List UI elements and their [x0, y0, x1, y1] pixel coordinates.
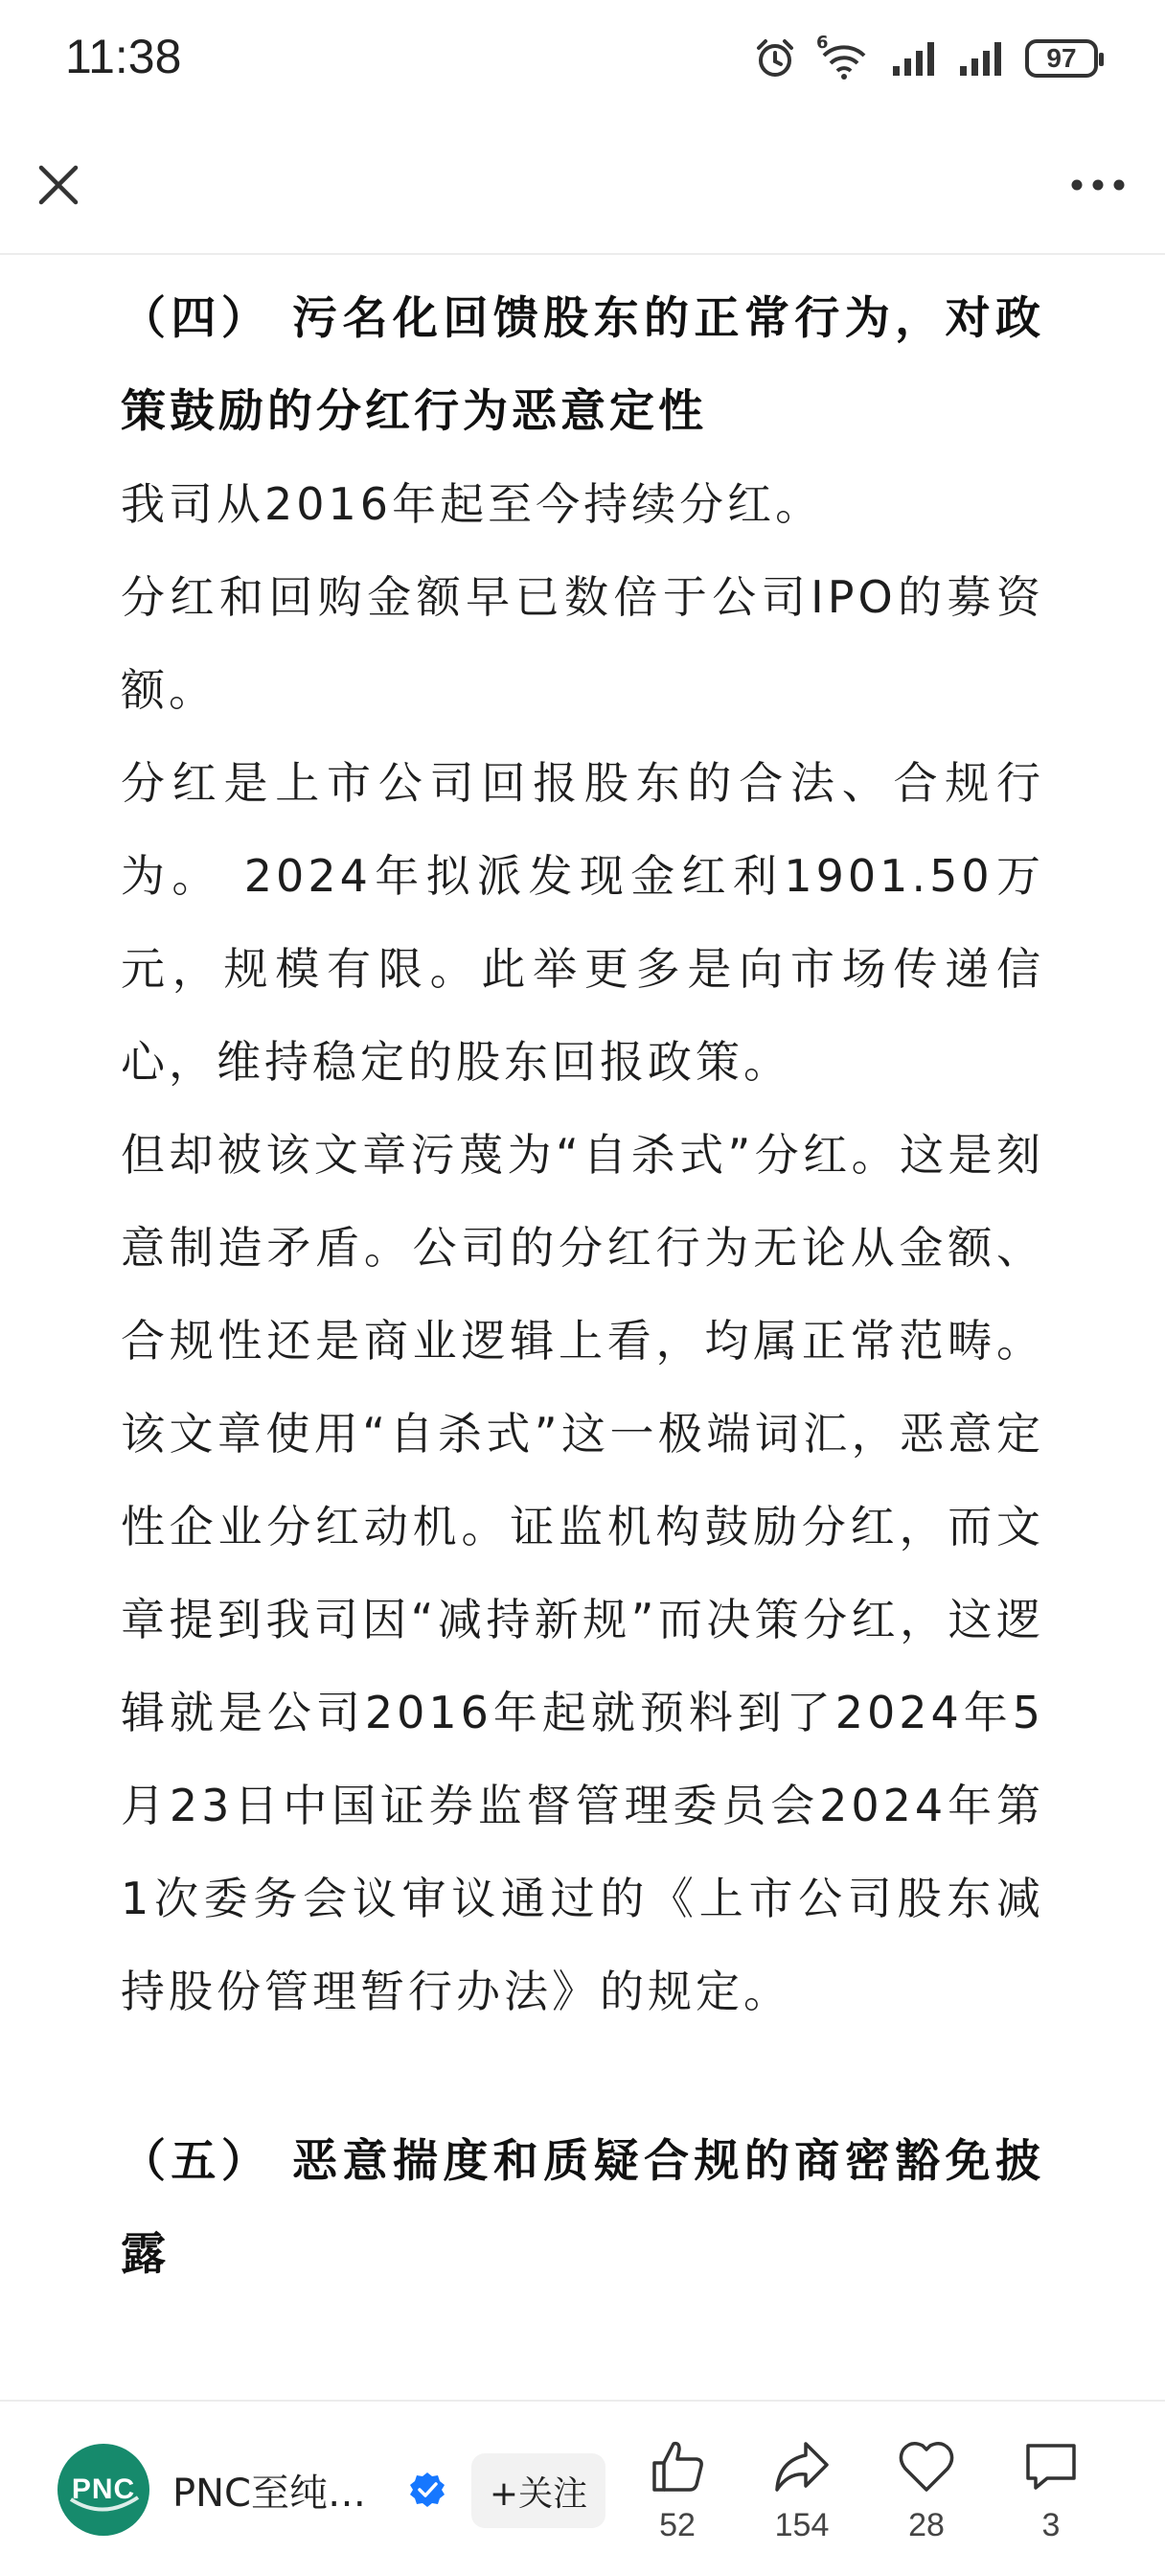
share-icon [771, 2436, 833, 2497]
section-heading-5: （五） 恶意揣度和质疑合规的商密豁免披露 [121, 2135, 1044, 2281]
paragraph-dividend-since-2016: 我司从2016年起至今持续分红。 [121, 478, 824, 530]
favorite-button[interactable] [874, 2436, 979, 2561]
paragraph-suicidal-dividend: 但却被该文章污蔑为“自杀式”分红。这是刻意制造矛盾。公司的分红行为无论从金额、合规性还是商业逻辑上看，均属正常范畴。该文章使用“自杀式”这一极端词汇，恶意定性企业分红动机。证监机构鼓励分红，而文章提到我司因“减持新规”而决策分红，这逻辑就是公司2016年起就预料到了2024年5月23日中国证券监督管理委员会2024年第1次委务会议审议通过的《上市公司股东减持股份管理暂行办法》的规定。 [121, 1129, 1044, 2017]
author-avatar[interactable] [57, 2444, 149, 2536]
favorite-count: 28 [908, 2507, 945, 2543]
alarm-icon [753, 36, 797, 80]
paragraph-dividend-legal: 分红是上市公司回报股东的合法、合规行为。 2024年拟派发现金红利1901.50万元，规模有限。此举更多是向市场传递信心，维持稳定的股东回报政策。 [121, 757, 1044, 1088]
comment-icon [1020, 2436, 1082, 2497]
close-button[interactable] [25, 151, 92, 218]
author-name[interactable]: PNC至纯… [172, 2472, 366, 2516]
status-time: 11:38 [65, 30, 182, 83]
battery-level: 97 [1046, 43, 1077, 73]
more-icon [1069, 177, 1127, 193]
paragraph-dividend-buyback: 分红和回购金额早已数倍于公司IPO的募资额。 [121, 571, 1044, 716]
signal-icon [891, 39, 939, 78]
status-icons [753, 34, 1098, 82]
like-button[interactable] [625, 2436, 730, 2561]
more-button[interactable] [1060, 151, 1136, 218]
close-icon [35, 162, 81, 208]
battery-indicator [1025, 39, 1098, 78]
verified-badge-icon [408, 2471, 446, 2509]
thumbs-up-icon [647, 2436, 708, 2497]
follow-button[interactable]: +关注 [471, 2453, 605, 2528]
avatar-logo-text: PNC [71, 2473, 136, 2505]
share-count: 154 [774, 2507, 830, 2543]
top-bar [0, 115, 1165, 255]
comment-button[interactable] [998, 2436, 1104, 2561]
status-bar [0, 0, 1165, 115]
network-type-label: 6 [816, 33, 829, 53]
comment-count: 3 [1041, 2507, 1061, 2543]
section-heading-4: （四） 污名化回馈股东的正常行为，对政策鼓励的分红行为恶意定性 [121, 292, 1044, 438]
like-count: 52 [659, 2507, 696, 2543]
article-body [121, 272, 1044, 2301]
wifi-icon [816, 33, 872, 80]
signal-icon-2 [958, 39, 1006, 78]
heart-icon [896, 2436, 957, 2497]
bottom-bar [0, 2400, 1165, 2576]
share-button[interactable] [749, 2436, 855, 2561]
